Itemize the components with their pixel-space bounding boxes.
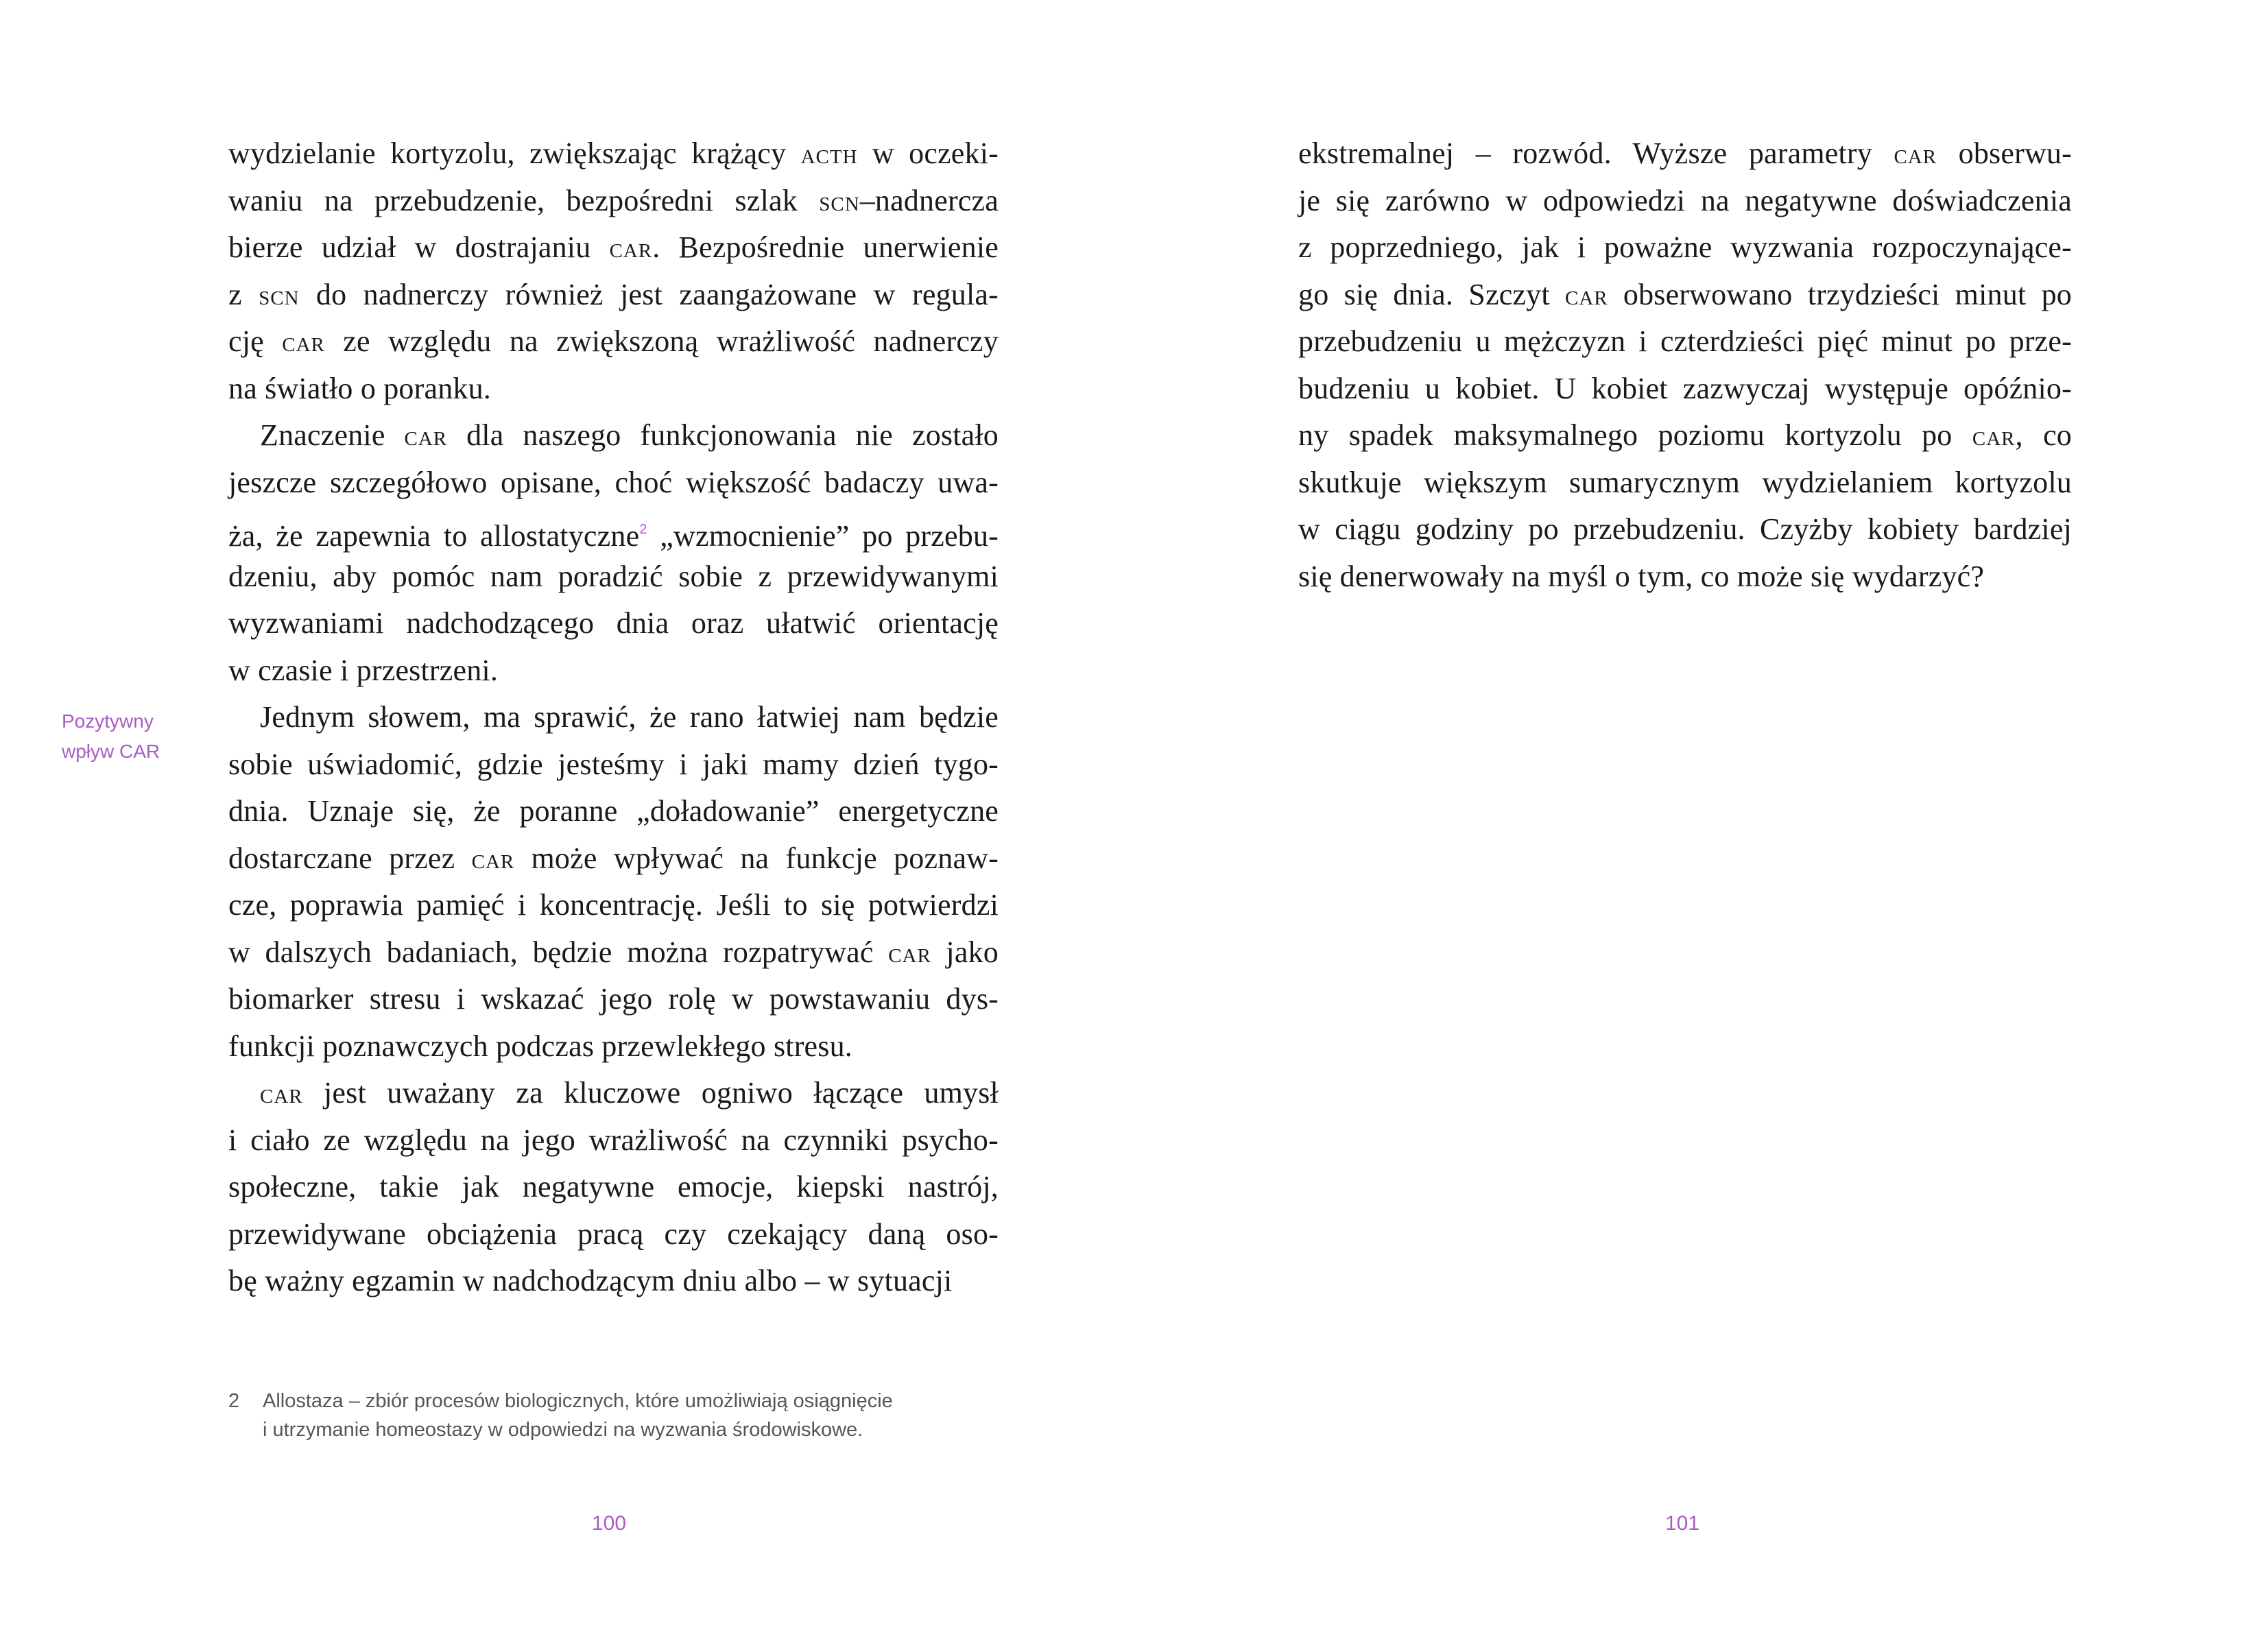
text-line <box>1298 553 2072 601</box>
text-line <box>228 1023 999 1070</box>
text-segment: ze względu na zwiększoną wrażliwość nadnerczy <box>324 324 999 358</box>
text-segment: wydzielanie kortyzolu, zwiększając krążący <box>228 136 801 170</box>
text-segment: jeszcze szczegółowo opisane, choć większość badaczy uwa- <box>228 465 999 499</box>
text-segment: . Bezpośrednie unerwienie <box>652 230 999 264</box>
text-segment: w oczeki- <box>857 136 999 170</box>
text-segment: Jednym słowem, ma sprawić, że rano łatwiej nam będzie <box>260 700 999 734</box>
right-page <box>1134 0 2268 1652</box>
text-segment: z poprzedniego, jak i poważne wyzwania rozpoczynające- <box>1298 230 2072 264</box>
text-line <box>228 506 999 553</box>
footnote <box>228 1387 1003 1444</box>
text-segment: z <box>228 277 259 311</box>
right-body-text <box>1298 130 2072 600</box>
text-segment: przebudzeniu u mężczyzn i czterdzieści pięć minut po prze- <box>1298 324 2072 358</box>
text-line <box>228 741 999 789</box>
text-segment: , co <box>2015 418 2072 452</box>
text-segment: w ciągu godziny po przebudzeniu. Czyżby kobiety bardziej <box>1298 512 2072 546</box>
text-segment: skutkuje większym sumarycznym wydzielaniem kortyzolu <box>1298 465 2072 499</box>
text-line <box>228 1211 999 1258</box>
acronym: car <box>1565 279 1608 311</box>
text-segment: biomarker stresu i wskazać jego rolę w powstawaniu dys- <box>228 982 999 1016</box>
footnote-number: 2 <box>228 1390 240 1412</box>
text-line <box>228 647 999 695</box>
text-segment: się denerwowały na myśl o tym, co może się wydarzyć? <box>1298 559 1985 593</box>
text-line <box>1298 224 2072 272</box>
acronym: car <box>1972 420 2016 452</box>
text-line <box>228 178 999 225</box>
text-segment: dostarczane przez <box>228 841 472 875</box>
acronym: scn <box>819 185 860 217</box>
text-segment: je się zarówno w odpowiedzi na negatywne doświadczenia <box>1298 183 2072 217</box>
acronym: car <box>282 326 325 358</box>
text-line <box>228 1258 999 1305</box>
text-line <box>228 835 999 883</box>
text-segment: funkcji poznawczych podczas przewlekłego stresu. <box>228 1029 853 1063</box>
text-line <box>228 130 999 178</box>
text-line <box>1298 318 2072 366</box>
text-line <box>228 224 999 272</box>
text-segment: waniu na przebudzenie, bezpośredni szlak <box>228 183 820 217</box>
left-body-text <box>228 130 999 1305</box>
text-segment: dzeniu, aby pomóc nam poradzić sobie z przewidywanymi <box>228 559 999 593</box>
text-line <box>228 412 999 459</box>
text-segment: jako <box>931 935 999 969</box>
text-line <box>228 318 999 366</box>
text-line <box>228 600 999 647</box>
page-number-right: 101 <box>1664 1512 1700 1535</box>
acronym: acth <box>800 139 858 170</box>
page-number-left: 100 <box>591 1512 627 1535</box>
text-segment: może wpływać na funkcje poznaw- <box>514 841 999 875</box>
text-segment: wyzwaniami nadchodzącego dnia oraz ułatwić orientację <box>228 606 999 640</box>
text-line <box>228 272 999 319</box>
text-segment: bę ważny egzamin w nadchodzącym dniu albo – w sytuacji <box>228 1264 953 1297</box>
acronym: car <box>888 937 931 969</box>
acronym: car <box>404 420 448 452</box>
text-segment: ża, że zapewnia to allostatyczne <box>228 519 640 553</box>
text-segment: przewidywane obciążenia pracą czy czekający daną oso- <box>228 1217 999 1251</box>
acronym: car <box>1894 139 1937 170</box>
text-segment: obserwu- <box>1937 136 2072 170</box>
text-segment: w czasie i przestrzeni. <box>228 653 499 687</box>
text-segment: –nadnercza <box>859 183 999 217</box>
text-segment: do nadnerczy również jest zaangażowane w regula- <box>299 277 999 311</box>
text-line <box>1298 366 2072 413</box>
text-segment: jest uważany za kluczowe ogniwo łączące umysł <box>302 1076 999 1110</box>
text-line <box>228 788 999 835</box>
footnote-text-line: i utrzymanie homeostazy w odpowiedzi na wyzwania środowiskowe. <box>263 1419 863 1441</box>
text-segment: go się dnia. Szczyt <box>1298 277 1566 311</box>
text-line <box>228 1070 999 1117</box>
text-segment: budzeniu u kobiet. U kobiet zazwyczaj występuje opóźnio- <box>1298 371 2072 405</box>
text-segment: cze, poprawia pamięć i koncentrację. Jeśli to się potwierdzi <box>228 888 999 922</box>
text-segment: Znaczenie <box>260 418 405 452</box>
text-line <box>1298 412 2072 459</box>
text-segment: sobie uświadomić, gdzie jesteśmy i jaki mamy dzień tygo- <box>228 747 999 781</box>
text-line <box>228 694 999 741</box>
text-line <box>1298 272 2072 319</box>
text-segment: i ciało ze względu na jego wrażliwość na czynniki psycho- <box>228 1123 999 1157</box>
text-line <box>228 459 999 507</box>
footnote-reference: 2 <box>639 522 647 537</box>
text-line <box>228 553 999 601</box>
text-segment: ny spadek maksymalnego poziomu kortyzolu po <box>1298 418 1972 452</box>
footnote-text-line: Allostaza – zbiór procesów biologicznych, które umożliwiają osiągnięcie <box>263 1390 893 1412</box>
text-line <box>228 929 999 977</box>
text-line <box>1298 130 2072 178</box>
text-line <box>1298 506 2072 553</box>
acronym: car <box>609 232 653 264</box>
acronym: car <box>260 1078 303 1110</box>
text-segment: społeczne, takie jak negatywne emocje, kiepski nastrój, <box>228 1170 999 1204</box>
text-segment: dnia. Uznaje się, że poranne „doładowanie” energetyczne <box>228 794 999 828</box>
text-segment: na światło o poranku. <box>228 371 492 405</box>
text-segment: cję <box>228 324 283 358</box>
acronym: car <box>471 843 515 875</box>
text-segment: „wzmocnienie” po przebu- <box>647 519 999 553</box>
text-segment: bierze udział w dostrajaniu <box>228 230 610 264</box>
text-line <box>1298 178 2072 225</box>
text-line <box>228 976 999 1023</box>
text-line <box>1298 459 2072 507</box>
text-line <box>228 1164 999 1211</box>
margin-note <box>62 706 192 767</box>
text-segment: ekstremalnej – rozwód. Wyższe parametry <box>1298 136 1894 170</box>
text-segment: obserwowano trzydzieści minut po <box>1608 277 2072 311</box>
acronym: scn <box>259 279 300 311</box>
text-segment: w dalszych badaniach, będzie można rozpatrywać <box>228 935 889 969</box>
margin-note-line: Pozytywny <box>62 710 154 732</box>
text-segment: dla naszego funkcjonowania nie zostało <box>447 418 999 452</box>
text-line <box>228 366 999 413</box>
text-line <box>228 882 999 929</box>
margin-note-line: wpływ CAR <box>62 741 160 762</box>
text-line <box>228 1117 999 1164</box>
